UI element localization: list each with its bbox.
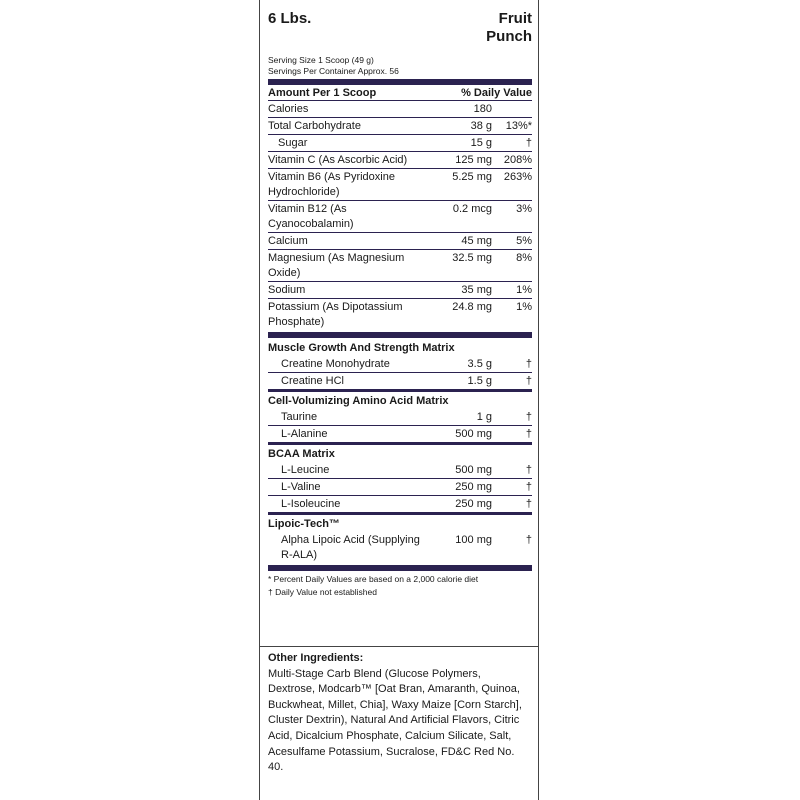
nutrient-qty: 38 g (470, 120, 492, 132)
ingredient-row (268, 479, 532, 496)
footnotes (268, 573, 532, 599)
nutrient-qty: 5.25 mg (452, 171, 492, 183)
section-title: BCAA Matrix (268, 448, 335, 460)
section-title: Muscle Growth And Strength Matrix (268, 342, 455, 354)
nutrient-qty: 0.2 mcg (452, 203, 492, 215)
label-header (268, 10, 532, 52)
ingredient-dv: † (525, 481, 532, 493)
nutrient-row (268, 233, 532, 250)
ingredient-dv: † (525, 358, 532, 370)
ingredient-dv: † (525, 411, 532, 423)
nutrient-row (268, 101, 532, 118)
thick-rule (268, 79, 532, 85)
nutrient-row (268, 282, 532, 299)
nutrient-row (268, 250, 532, 282)
section-divider (259, 646, 539, 647)
nutrient-dv: 1% (516, 284, 532, 296)
ingredient-row (268, 426, 532, 442)
thick-rule (268, 565, 532, 571)
nutrient-dv: 8% (516, 252, 532, 264)
daily-value-note: * Percent Daily Values are based on a 2,000 calorie diet (268, 574, 479, 584)
ingredient-row (268, 462, 532, 479)
nutrient-qty: 35 mg (461, 284, 492, 296)
ingredient-qty: 100 mg (455, 534, 492, 546)
nutrient-row (268, 201, 532, 233)
ingredient-name: Creatine Monohydrate (281, 358, 390, 370)
nutrient-name: Magnesium (As Magnesium Oxide) (268, 252, 405, 279)
ingredient-row (268, 356, 532, 373)
nutrient-dv: 5% (516, 235, 532, 247)
nutrient-qty: 32.5 mg (452, 252, 492, 264)
nutrient-row (268, 299, 532, 330)
ingredient-dv: † (525, 375, 532, 387)
nutrient-dv: 208% (503, 154, 532, 166)
serving-info (268, 55, 532, 77)
nutrient-name: Total Carbohydrate (268, 120, 361, 132)
nutrient-qty: 45 mg (461, 235, 492, 247)
nutrient-dv: 263% (503, 171, 532, 183)
nutrient-name: Sugar (278, 137, 308, 149)
nutrient-dv: 3% (516, 203, 532, 215)
not-established-note: † Daily Value not established (268, 587, 377, 597)
ingredient-row (268, 409, 532, 426)
nutrient-qty: 15 g (470, 137, 492, 149)
nutrient-qty: 125 mg (455, 154, 492, 166)
ingredient-name: Taurine (281, 411, 318, 423)
nutrient-name: Calories (268, 103, 309, 115)
nutrition-label (268, 10, 532, 599)
nutrient-qty: 24.8 mg (452, 301, 492, 313)
nutrient-row (268, 152, 532, 169)
ingredient-qty: 1.5 g (467, 375, 492, 387)
ingredient-qty: 3.5 g (467, 358, 492, 370)
ingredient-qty: 500 mg (455, 464, 492, 476)
thick-rule (268, 332, 532, 338)
ingredient-name: L-Isoleucine (281, 498, 341, 510)
nutrient-dv: † (525, 137, 532, 149)
container-size: 6 Lbs. (268, 10, 312, 27)
ingredient-name: Alpha Lipoic Acid (Supplying R-ALA) (281, 534, 420, 561)
ingredient-qty: 1 g (476, 411, 492, 423)
nutrient-dv: 1% (516, 301, 532, 313)
ingredient-row (268, 373, 532, 389)
column-header (268, 86, 532, 101)
other-ingredients (268, 651, 530, 776)
nutrient-qty: 180 (473, 103, 492, 115)
nutrient-row (268, 118, 532, 135)
ingredient-dv: † (525, 498, 532, 510)
ingredient-dv: † (525, 464, 532, 476)
ingredient-row (268, 496, 532, 512)
nutrient-name: Potassium (As Dipotassium Phosphate) (268, 301, 403, 328)
section-title: Cell-Volumizing Amino Acid Matrix (268, 395, 449, 407)
ingredient-name: L-Alanine (281, 428, 328, 440)
nutrient-name: Vitamin C (As Ascorbic Acid) (268, 154, 408, 166)
nutrient-name: Sodium (268, 284, 306, 296)
section-title: Lipoic-Tech™ (268, 518, 340, 530)
ingredient-name: Creatine HCl (281, 375, 344, 387)
flavor: Fruit Punch (486, 10, 532, 45)
dv-heading: % Daily Value (461, 87, 532, 99)
serving-size: Serving Size 1 Scoop (49 g) (268, 55, 374, 65)
ingredient-qty: 250 mg (455, 498, 492, 510)
ingredient-dv: † (525, 428, 532, 440)
ingredient-name: L-Valine (281, 481, 321, 493)
amount-heading: Amount Per 1 Scoop (268, 87, 377, 99)
nutrient-name: Calcium (268, 235, 308, 247)
nutrient-dv: 13%* (505, 120, 532, 132)
ingredient-qty: 500 mg (455, 428, 492, 440)
servings-per-container: Servings Per Container Approx. 56 (268, 66, 399, 76)
ingredient-row (268, 532, 532, 563)
nutrient-name: Vitamin B6 (As Pyridoxine Hydrochloride) (268, 171, 395, 198)
nutrient-row (268, 135, 532, 152)
ingredient-dv: † (525, 534, 532, 546)
nutrient-row (268, 169, 532, 201)
other-ingredients-text: Multi-Stage Carb Blend (Glucose Polymers, Dextrose, Modcarb™ [Oat Bran, Amaranth, Quinoa, Buckwheat, Millet, Chia], Waxy Maize [Corn Starch], Cluster Dextrin), Natural And Artificial Flavors, Citric Acid, Dicalcium Phosphate, Calcium Silicate, Salt, Acesulfame Potassium, Sucralose, FD&C Red No. 40. (268, 667, 522, 774)
other-ingredients-title: Other Ingredients: (268, 652, 364, 664)
ingredient-qty: 250 mg (455, 481, 492, 493)
ingredient-name: L-Leucine (281, 464, 330, 476)
nutrient-name: Vitamin B12 (As Cyanocobalamin) (268, 203, 354, 230)
